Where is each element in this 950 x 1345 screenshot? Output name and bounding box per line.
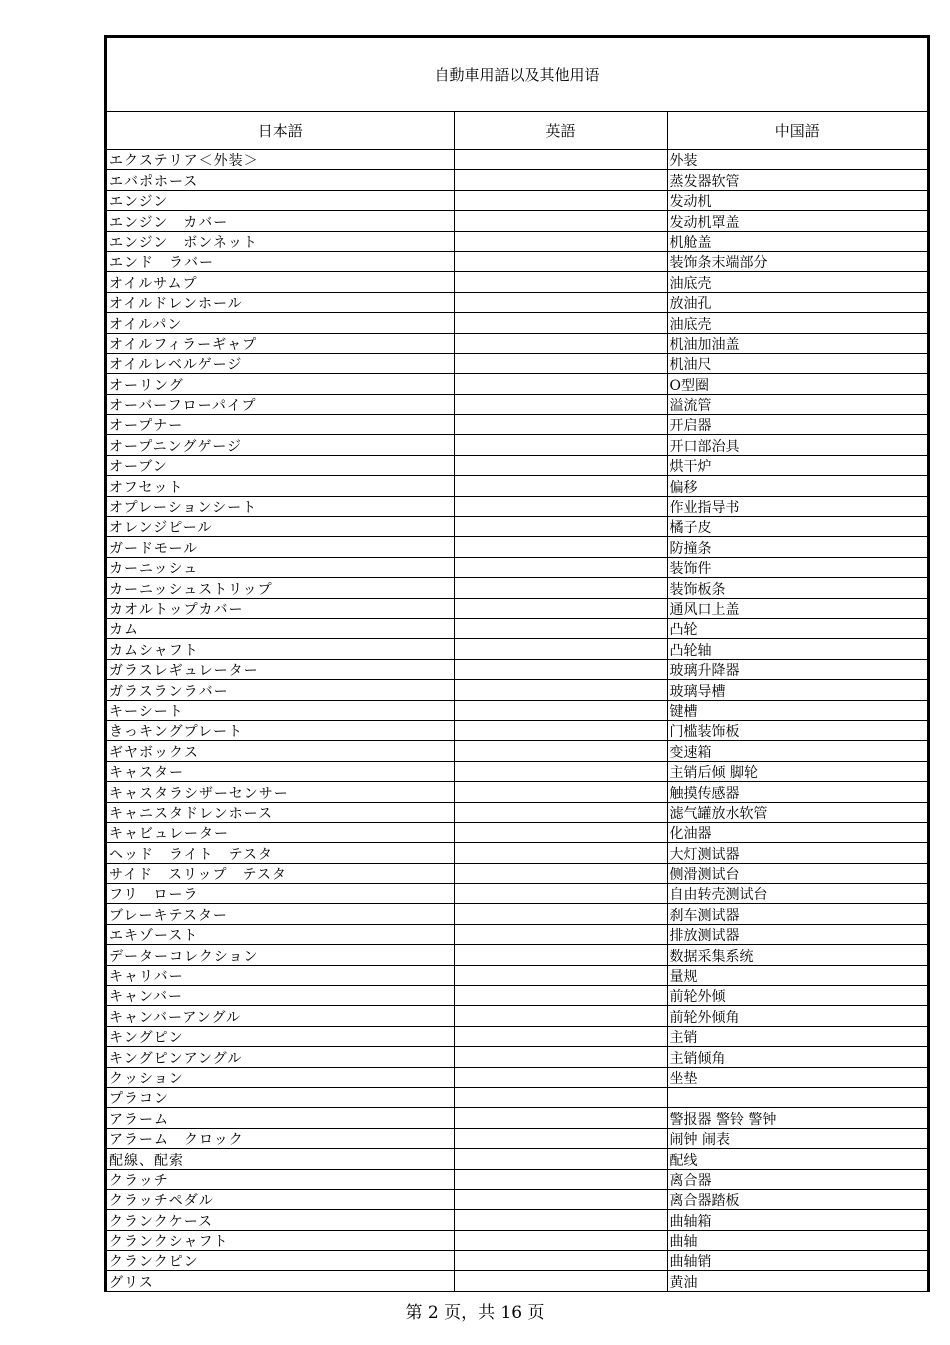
table-row [107,720,927,740]
cell-japanese: ヘッド ライト テスタ [107,843,454,863]
cell-english [454,720,667,740]
cell-english [454,190,667,210]
table-row [107,618,927,638]
cell-chinese: 门槛装饰板 [667,720,927,740]
cell-chinese: 主销倾角 [667,1047,927,1067]
cell-chinese: 装饰板条 [667,578,927,598]
cell-japanese: オーバーフローパイプ [107,394,454,414]
cell-japanese: フリ ローラ [107,884,454,904]
cell-japanese: カム [107,618,454,638]
cell-japanese: オイルレベルゲージ [107,353,454,373]
cell-english [454,1169,667,1189]
cell-japanese: ガラスレギュレーター [107,659,454,679]
cell-japanese: オープナー [107,415,454,435]
cell-english [454,231,667,251]
table-row [107,333,927,353]
cell-chinese: 外装 [667,150,927,170]
table-row [107,170,927,190]
table-row [107,496,927,516]
cell-english [454,1087,667,1107]
cell-japanese: オイルパン [107,313,454,333]
table-row [107,1149,927,1169]
table-row [107,639,927,659]
cell-japanese: キャニスタドレンホース [107,802,454,822]
cell-english [454,884,667,904]
table-row [107,1128,927,1148]
table-row [107,843,927,863]
cell-english [454,313,667,333]
cell-chinese: 前轮外倾角 [667,1006,927,1026]
cell-english [454,150,667,170]
cell-japanese: クラッチ [107,1169,454,1189]
cell-chinese: 主销后倾 脚轮 [667,761,927,781]
cell-japanese: オレンジピール [107,517,454,537]
cell-chinese: 键槽 [667,700,927,720]
table-row [107,272,927,292]
cell-english [454,435,667,455]
cell-japanese: カオルトップカバー [107,598,454,618]
table-row [107,557,927,577]
cell-japanese: クランクシャフト [107,1230,454,1250]
cell-japanese: オイルサムプ [107,272,454,292]
cell-english [454,1006,667,1026]
cell-english [454,455,667,475]
cell-japanese: アラーム [107,1108,454,1128]
table-row [107,1210,927,1230]
table-row [107,924,927,944]
table-row [107,1271,927,1291]
cell-japanese: エキゾースト [107,924,454,944]
cell-japanese: サイド スリップ テスタ [107,863,454,883]
table-row [107,1067,927,1087]
table-row [107,1087,927,1107]
cell-chinese: 作业指导书 [667,496,927,516]
table-row [107,1026,927,1046]
table-row [107,1251,927,1271]
cell-chinese: 曲轴销 [667,1251,927,1271]
header-japanese: 日本語 [107,112,454,150]
cell-english [454,292,667,312]
cell-chinese: 滤气罐放水软管 [667,802,927,822]
cell-japanese: オプレーションシート [107,496,454,516]
cell-japanese: カーニッシュ [107,557,454,577]
cell-japanese: オーブン [107,455,454,475]
header-chinese: 中国語 [667,112,927,150]
table-row [107,578,927,598]
cell-japanese: クランクケース [107,1210,454,1230]
cell-chinese [667,1087,927,1107]
cell-japanese: キャスタラシザーセンサー [107,782,454,802]
cell-japanese: キャリバー [107,965,454,985]
cell-chinese: 放油孔 [667,292,927,312]
cell-english [454,333,667,353]
table-row [107,374,927,394]
header-english: 英語 [454,112,667,150]
cell-english [454,496,667,516]
cell-chinese: 装饰件 [667,557,927,577]
cell-chinese: 玻璃导槽 [667,680,927,700]
cell-chinese: 黄油 [667,1271,927,1291]
table-row [107,659,927,679]
cell-english [454,639,667,659]
table-row [107,986,927,1006]
cell-japanese: エンジン ボンネット [107,231,454,251]
cell-english [454,1026,667,1046]
cell-english [454,782,667,802]
table-row [107,517,927,537]
cell-english [454,945,667,965]
cell-chinese: 闹钟 闹表 [667,1128,927,1148]
cell-japanese: ガードモール [107,537,454,557]
cell-japanese: キャンバーアングル [107,1006,454,1026]
table-row [107,700,927,720]
table-row [107,150,927,170]
cell-english [454,578,667,598]
cell-chinese: 凸轮 [667,618,927,638]
cell-chinese: 侧滑测试台 [667,863,927,883]
table-row [107,1047,927,1067]
cell-japanese: エンジン カバー [107,211,454,231]
table-row [107,292,927,312]
table-row [107,904,927,924]
cell-chinese: 通风口上盖 [667,598,927,618]
cell-chinese: 开启器 [667,415,927,435]
cell-english [454,557,667,577]
cell-japanese: オイルドレンホール [107,292,454,312]
table-row [107,394,927,414]
table-row [107,782,927,802]
cell-chinese: 烘干炉 [667,455,927,475]
cell-chinese: 变速箱 [667,741,927,761]
cell-japanese: キーシート [107,700,454,720]
cell-english [454,904,667,924]
cell-english [454,211,667,231]
cell-english [454,415,667,435]
cell-japanese: キャビュレーター [107,822,454,842]
cell-japanese: エクステリア＜外装＞ [107,150,454,170]
cell-english [454,1128,667,1148]
cell-japanese: キングピン [107,1026,454,1046]
cell-japanese: クランクピン [107,1251,454,1271]
cell-japanese: ギヤボックス [107,741,454,761]
cell-japanese: キャスター [107,761,454,781]
cell-chinese: 曲轴箱 [667,1210,927,1230]
cell-chinese: 油底壳 [667,313,927,333]
table-row [107,884,927,904]
cell-chinese: 蒸发器软管 [667,170,927,190]
cell-japanese: エバポホース [107,170,454,190]
cell-english [454,863,667,883]
cell-english [454,680,667,700]
cell-japanese: オイルフィラーギャプ [107,333,454,353]
cell-japanese: キャンバー [107,986,454,1006]
cell-chinese: 离合器 [667,1169,927,1189]
cell-english [454,1210,667,1230]
sheet-title: 自動車用語以及其他用语 [107,38,927,112]
cell-chinese: 自由转壳测试台 [667,884,927,904]
cell-chinese: 机油加油盖 [667,333,927,353]
cell-english [454,1067,667,1087]
table-row [107,863,927,883]
cell-chinese: 凸轮轴 [667,639,927,659]
cell-english [454,802,667,822]
cell-chinese: 防撞条 [667,537,927,557]
table-row [107,761,927,781]
cell-chinese: 量规 [667,965,927,985]
table-row [107,741,927,761]
table-row [107,455,927,475]
cell-english [454,986,667,1006]
cell-japanese: エンド ラバー [107,251,454,271]
table-row [107,680,927,700]
cell-english [454,251,667,271]
cell-english [454,170,667,190]
cell-english [454,1271,667,1291]
cell-chinese: 发动机 [667,190,927,210]
cell-chinese: 溢流管 [667,394,927,414]
cell-japanese: プラコン [107,1087,454,1107]
table-row [107,476,927,496]
cell-japanese: 配線、配索 [107,1149,454,1169]
cell-chinese: 油底壳 [667,272,927,292]
cell-japanese: オーリング [107,374,454,394]
cell-english [454,843,667,863]
cell-chinese: 大灯测试器 [667,843,927,863]
table-row [107,965,927,985]
table-row [107,435,927,455]
table-row [107,822,927,842]
cell-chinese: 警报器 警铃 警钟 [667,1108,927,1128]
cell-chinese: 装饰条末端部分 [667,251,927,271]
cell-chinese: 主销 [667,1026,927,1046]
cell-japanese: クッション [107,1067,454,1087]
table-row [107,945,927,965]
cell-japanese: アラーム クロック [107,1128,454,1148]
cell-english [454,598,667,618]
table-row [107,190,927,210]
table-row [107,353,927,373]
cell-chinese: 机油尺 [667,353,927,373]
header-row [107,112,927,150]
cell-english [454,761,667,781]
table-row [107,211,927,231]
table-row [107,1189,927,1209]
cell-english [454,822,667,842]
cell-english [454,965,667,985]
cell-chinese: 配线 [667,1149,927,1169]
cell-english [454,1251,667,1271]
cell-english [454,1108,667,1128]
cell-chinese: O型圈 [667,374,927,394]
cell-english [454,476,667,496]
cell-japanese: オフセット [107,476,454,496]
cell-japanese: きっキングプレート [107,720,454,740]
cell-chinese: 离合器踏板 [667,1189,927,1209]
cell-english [454,1230,667,1250]
cell-chinese: 前轮外倾 [667,986,927,1006]
cell-english [454,353,667,373]
table-row [107,251,927,271]
cell-japanese: ガラスランラバー [107,680,454,700]
cell-chinese: 排放测试器 [667,924,927,944]
cell-japanese: キングピンアングル [107,1047,454,1067]
terminology-sheet [104,35,930,1292]
cell-chinese: 橘子皮 [667,517,927,537]
cell-japanese: エンジン [107,190,454,210]
cell-japanese: データーコレクション [107,945,454,965]
table-row [107,1006,927,1026]
cell-english [454,700,667,720]
terminology-table [107,112,927,1292]
cell-chinese: 触摸传感器 [667,782,927,802]
cell-english [454,394,667,414]
cell-japanese: グリス [107,1271,454,1291]
cell-english [454,1149,667,1169]
cell-english [454,618,667,638]
cell-japanese: オープニングゲージ [107,435,454,455]
table-body [107,150,927,1292]
cell-english [454,741,667,761]
table-row [107,1108,927,1128]
page-footer: 第 2 页，共 16 页 [405,1303,545,1323]
table-row [107,415,927,435]
cell-english [454,1189,667,1209]
table-row [107,231,927,251]
cell-english [454,272,667,292]
cell-english [454,537,667,557]
table-row [107,598,927,618]
cell-chinese: 开口部治具 [667,435,927,455]
table-row [107,1230,927,1250]
cell-chinese: 机舱盖 [667,231,927,251]
cell-chinese: 发动机罩盖 [667,211,927,231]
cell-chinese: 偏移 [667,476,927,496]
cell-chinese: 数据采集系统 [667,945,927,965]
cell-english [454,517,667,537]
cell-chinese: 坐垫 [667,1067,927,1087]
table-row [107,802,927,822]
cell-chinese: 曲轴 [667,1230,927,1250]
table-row [107,537,927,557]
cell-english [454,374,667,394]
cell-english [454,1047,667,1067]
cell-english [454,924,667,944]
cell-japanese: カムシャフト [107,639,454,659]
cell-chinese: 玻璃升降器 [667,659,927,679]
cell-japanese: カーニッシュストリップ [107,578,454,598]
cell-chinese: 化油器 [667,822,927,842]
cell-japanese: クラッチペダル [107,1189,454,1209]
cell-english [454,659,667,679]
cell-japanese: ブレーキテスター [107,904,454,924]
table-row [107,1169,927,1189]
cell-chinese: 刹车测试器 [667,904,927,924]
table-row [107,313,927,333]
